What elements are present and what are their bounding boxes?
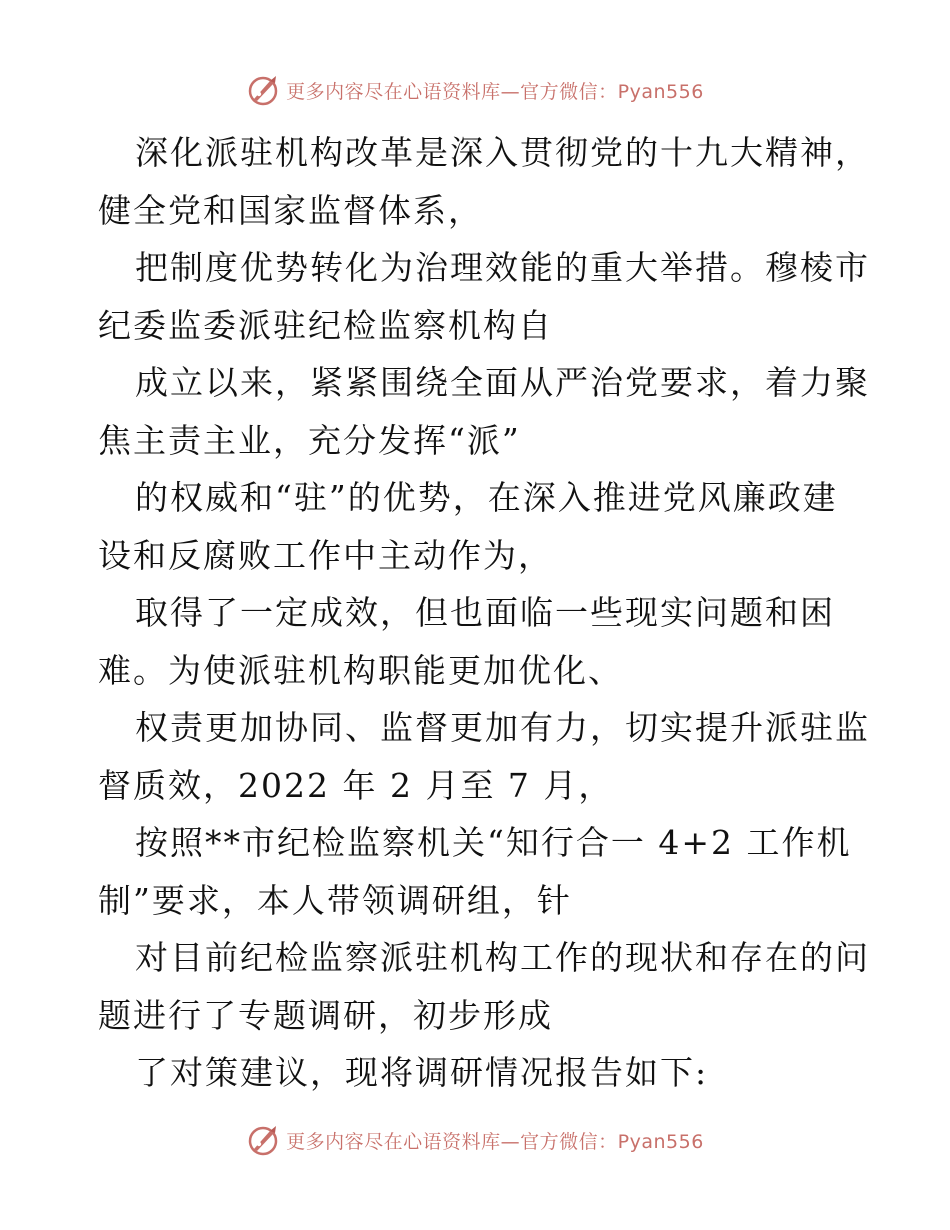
paragraph-line: 权责更加协同、监督更加有力，切实提升派驻监 — [135, 708, 870, 747]
paragraph-line: 焦主责主业，充分发挥“派” — [98, 420, 521, 460]
paragraph-line: 对目前纪检监察派驻机构工作的现状和存在的问 — [135, 938, 870, 977]
paragraph-line: 取得了一定成效，但也面临一些现实问题和困 — [135, 593, 835, 632]
paragraph-line: 督质效，2022 年 2 月至 7 月， — [98, 765, 614, 805]
paragraph-line: 设和反腐败工作中主动作为， — [98, 535, 553, 575]
paragraph-line: 的权威和“驻”的优势，在深入推进党风廉政建 — [135, 478, 838, 517]
document-body — [98, 124, 870, 1102]
header-watermark — [0, 70, 950, 110]
paragraph-line: 健全党和国家监督体系， — [98, 190, 483, 230]
paragraph-line: 难。为使派驻机构职能更加优化、 — [98, 650, 623, 690]
footer-watermark — [0, 1120, 950, 1160]
paragraph-line: 制”要求，本人带领调研组，针 — [98, 880, 572, 920]
watermark-text: 更多内容尽在心语资料库—官方微信：Pyan556 — [286, 80, 704, 103]
quill-pen-logo-icon — [246, 1123, 280, 1157]
paragraph-line: 深化派驻机构改革是深入贯彻党的十九大精神， — [135, 133, 870, 172]
paragraph-line: 把制度优势转化为治理效能的重大举措。穆棱市 — [135, 248, 870, 287]
paragraph-line: 按照**市纪检监察机关“知行合一 4+2 工作机 — [135, 823, 852, 862]
paragraph-line: 纪委监委派驻纪检监察机构自 — [98, 305, 553, 345]
watermark-text: 更多内容尽在心语资料库—官方微信：Pyan556 — [286, 1130, 704, 1153]
paragraph-line: 成立以来，紧紧围绕全面从严治党要求，着力聚 — [135, 363, 870, 402]
paragraph-line: 了对策建议，现将调研情况报告如下: — [135, 1053, 709, 1092]
quill-pen-logo-icon — [246, 73, 280, 107]
paragraph-line: 题进行了专题调研，初步形成 — [98, 995, 553, 1035]
